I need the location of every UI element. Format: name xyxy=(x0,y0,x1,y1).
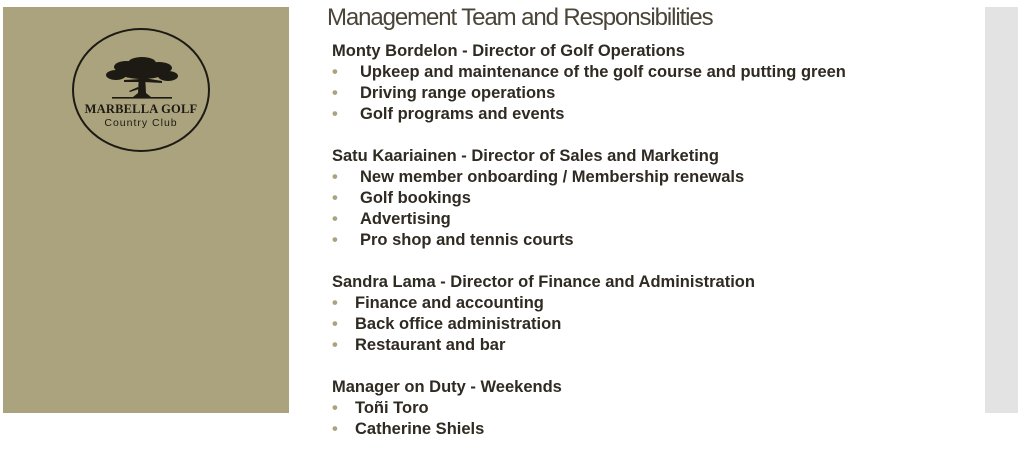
list-item: • Toñi Toro xyxy=(332,399,429,417)
bullet-icon: • xyxy=(332,105,338,123)
bullet-icon: • xyxy=(332,294,338,312)
bullet-icon: • xyxy=(332,189,338,207)
list-item: • Back office administration xyxy=(332,315,562,333)
list-item: • Pro shop and tennis courts xyxy=(332,231,574,249)
bullet-icon: • xyxy=(332,336,338,354)
list-item: • Driving range operations xyxy=(332,84,556,102)
bullet-icon: • xyxy=(332,210,338,228)
bullet-icon: • xyxy=(332,63,338,81)
side-strip xyxy=(985,7,1018,413)
bullet-icon: • xyxy=(332,315,338,333)
list-item: • Advertising xyxy=(332,210,451,228)
list-item: • Golf programs and events xyxy=(332,105,565,123)
logo-title: MARBELLA GOLF xyxy=(84,102,198,116)
bullet-icon: • xyxy=(332,168,338,186)
club-logo xyxy=(72,28,210,152)
section-finance-administration xyxy=(332,272,972,356)
list-item: • New member onboarding / Membership renewals xyxy=(332,168,745,186)
section-heading: Monty Bordelon - Director of Golf Operations xyxy=(332,42,685,60)
page-title: Management Team and Responsibilities xyxy=(327,4,713,31)
bullet-icon: • xyxy=(332,399,338,417)
section-sales-marketing xyxy=(332,146,972,251)
section-golf-operations xyxy=(332,41,972,125)
list-item: • Catherine Shiels xyxy=(332,420,485,438)
left-panel xyxy=(3,7,289,413)
section-heading: Manager on Duty - Weekends xyxy=(332,378,562,396)
bullet-icon: • xyxy=(332,231,338,249)
logo-subtitle: Country Club xyxy=(104,117,178,129)
section-heading: Sandra Lama - Director of Finance and Administration xyxy=(332,273,755,291)
section-weekend-manager xyxy=(332,377,972,440)
list-item: • Upkeep and maintenance of the golf course and putting green xyxy=(332,63,846,81)
list-item: • Golf bookings xyxy=(332,189,471,207)
list-item: • Finance and accounting xyxy=(332,294,544,312)
list-item: • Restaurant and bar xyxy=(332,336,506,354)
oak-tree-icon xyxy=(102,56,182,100)
responsibilities-content xyxy=(332,41,972,461)
bullet-icon: • xyxy=(332,420,338,438)
section-heading: Satu Kaariainen - Director of Sales and Marketing xyxy=(332,147,719,165)
bullet-icon: • xyxy=(332,84,338,102)
